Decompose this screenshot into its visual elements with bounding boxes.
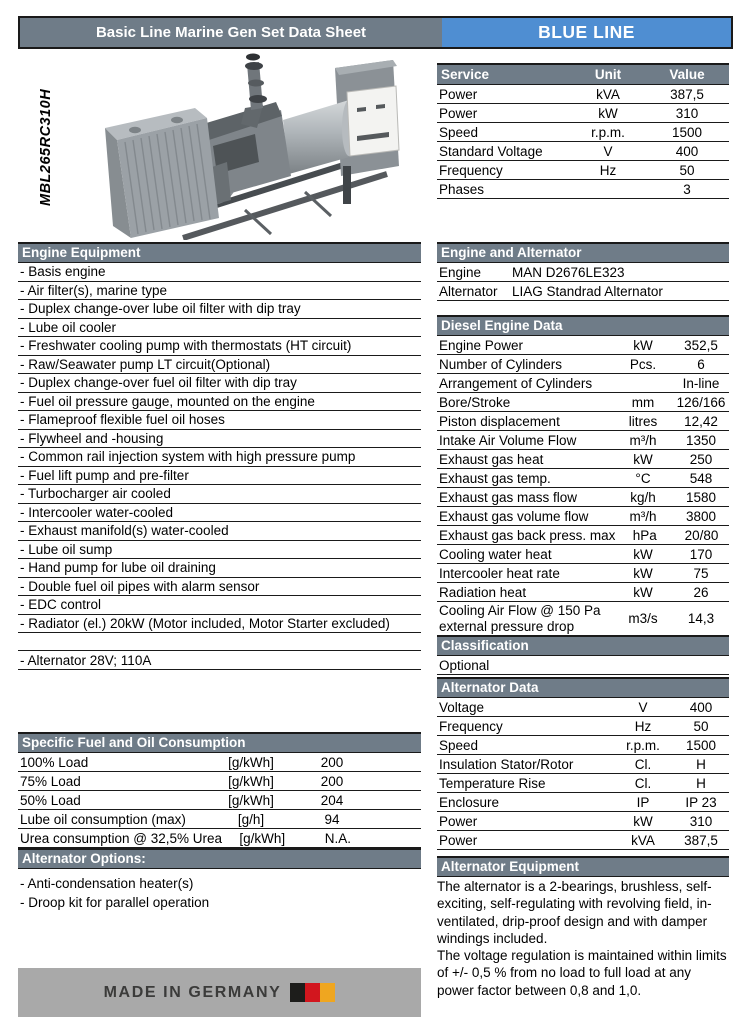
row-unit: Hz — [599, 162, 617, 178]
col-header-service: Service — [441, 67, 490, 82]
table-row — [437, 161, 729, 180]
frame-leg — [343, 166, 351, 204]
row-value: 250 — [689, 451, 713, 467]
row-value: 1500 — [685, 737, 717, 753]
row-label: 50% Load — [20, 792, 81, 808]
item-text: - Hand pump for lube oil draining — [20, 560, 216, 576]
row-value: 50 — [693, 718, 709, 734]
row-value: 14,3 — [687, 611, 715, 626]
list-item — [18, 485, 421, 504]
row-label: Speed — [439, 124, 479, 140]
row-unit: kVA — [631, 832, 655, 848]
row-unit: °C — [635, 470, 651, 486]
row-value: 170 — [689, 546, 713, 562]
row-unit: Hz — [634, 718, 652, 734]
fuel-consumption-section — [18, 732, 421, 912]
row-unit: Cl. — [634, 775, 652, 791]
row-unit: V — [638, 699, 648, 715]
table-row — [437, 123, 729, 142]
row-unit: [g/kWh] — [228, 754, 274, 770]
row-unit: [g/kWh] — [228, 792, 274, 808]
table-row — [18, 772, 421, 791]
exhaust-flange — [248, 80, 264, 87]
table-row — [437, 755, 729, 774]
row-label: Exhaust gas back press. max — [439, 527, 616, 543]
table-row — [437, 393, 729, 412]
flag-red-stripe — [305, 983, 320, 1002]
row-value: 352,5 — [684, 337, 718, 353]
row-value: LIAG Standrad Alternator — [512, 283, 663, 299]
row-label: Intercooler heat rate — [439, 565, 560, 581]
row-value: 548 — [689, 470, 713, 486]
row-value: 6 — [697, 356, 705, 372]
row-label: Enclosure — [439, 794, 500, 810]
row-unit: mm — [631, 394, 655, 410]
table-row — [437, 412, 729, 431]
list-item — [18, 650, 421, 670]
row-value: 1580 — [685, 489, 717, 505]
service-table — [437, 63, 729, 199]
paragraph: The voltage regulation is maintained within limits of +/- 0,5 % from no load to full load at any power factor between 0,8 and 1,0. — [437, 948, 727, 998]
list-item — [18, 522, 421, 541]
table-row — [437, 104, 729, 123]
table-row — [437, 656, 729, 675]
table-row — [18, 791, 421, 810]
table-row — [437, 374, 729, 393]
row-value: 3800 — [685, 508, 717, 524]
table-row — [437, 831, 729, 850]
table-row — [437, 583, 729, 602]
table-row — [437, 355, 729, 374]
list-item — [18, 337, 421, 356]
row-label: Power — [439, 813, 478, 829]
row-label: Insulation Stator/Rotor — [439, 756, 574, 772]
engine-equipment-section — [18, 242, 421, 670]
row-value: 3 — [683, 181, 691, 197]
row-value: 387,5 — [684, 832, 718, 848]
exhaust-flange — [245, 62, 263, 70]
row-label: Intake Air Volume Flow — [439, 432, 577, 448]
title-bar — [18, 16, 733, 49]
table-row — [437, 336, 729, 355]
row-unit: litres — [628, 413, 658, 429]
row-value: H — [696, 756, 706, 772]
item-text: - Duplex change-over lube oil filter with dip tray — [20, 301, 301, 317]
row-value: 400 — [675, 143, 699, 159]
section-title: Diesel Engine Data — [437, 315, 729, 336]
item-text: - Fuel oil pressure gauge, mounted on the engine — [20, 393, 315, 409]
row-value: 126/166 — [676, 394, 726, 410]
row-label: Power — [439, 86, 478, 102]
row-label: Temperature Rise — [439, 775, 546, 791]
table-row — [437, 469, 729, 488]
row-label: Frequency — [439, 718, 503, 734]
list-item — [18, 596, 421, 615]
list-item — [18, 615, 421, 634]
row-label: 100% Load — [20, 754, 89, 770]
table-row — [437, 602, 729, 635]
alternator-data-section — [437, 677, 729, 850]
item-text: - Flywheel and -housing — [20, 430, 164, 446]
row-label: Engine — [439, 264, 482, 280]
flag-gold-stripe — [320, 983, 335, 1002]
row-unit: kg/h — [630, 489, 656, 505]
control-box — [347, 86, 399, 156]
list-item — [18, 448, 421, 467]
table-row — [437, 698, 729, 717]
table-row — [437, 736, 729, 755]
item-text: - Flameproof flexible fuel oil hoses — [20, 412, 225, 428]
section-title: Alternator Data — [437, 677, 729, 698]
row-unit: kW — [633, 337, 653, 353]
row-label: Phases — [439, 181, 485, 197]
table-row — [437, 488, 729, 507]
row-value: 75 — [693, 565, 709, 581]
flag-black-stripe — [290, 983, 305, 1002]
alternator-equipment-text — [437, 877, 729, 999]
row-label: Exhaust gas volume flow — [439, 508, 589, 524]
row-label: Exhaust gas heat — [439, 451, 544, 467]
row-unit: m³/h — [629, 508, 657, 524]
row-value: In-line — [682, 375, 720, 391]
list-item — [18, 319, 421, 338]
item-text: - Air filter(s), marine type — [20, 282, 168, 298]
table-row — [437, 774, 729, 793]
row-label: Frequency — [439, 162, 503, 178]
table-row — [437, 545, 729, 564]
row-label: Lube oil consumption (max) — [20, 811, 186, 827]
table-row — [18, 753, 421, 772]
item-text: - Radiator (el.) 20kW (Motor included, Motor Starter excluded) — [20, 615, 390, 631]
list-item — [18, 504, 421, 523]
row-unit: V — [603, 143, 613, 159]
radiator-filler-cap — [129, 127, 141, 133]
item-text: - Turbocharger air cooled — [20, 486, 171, 502]
table-row — [437, 282, 729, 301]
section-title: Engine Equipment — [18, 242, 421, 263]
page-title: Basic Line Marine Gen Set Data Sheet — [20, 18, 442, 47]
engine-and-alternator-section — [437, 242, 729, 301]
row-value: 1500 — [671, 124, 703, 140]
list-item — [18, 578, 421, 597]
row-unit: kW — [633, 565, 653, 581]
row-value: 204 — [320, 792, 344, 808]
row-unit: r.p.m. — [626, 737, 660, 753]
model-code-label: MBL265RC310H — [38, 88, 54, 206]
table-row — [18, 829, 421, 848]
table-row — [437, 526, 729, 545]
row-value: N.A. — [324, 830, 352, 846]
row-value: 20/80 — [684, 527, 719, 543]
exhaust-flange — [249, 95, 267, 103]
row-value: 310 — [675, 105, 699, 121]
row-label: Exhaust gas mass flow — [439, 489, 578, 505]
row-value: 387,5 — [670, 86, 704, 102]
diesel-engine-data-section — [437, 315, 729, 675]
genset-illustration — [95, 50, 425, 240]
list-item: - Anti-condensation heater(s) — [20, 876, 194, 891]
service-table-header — [437, 63, 729, 85]
row-unit: IP — [636, 794, 650, 810]
row-label: 75% Load — [20, 773, 81, 789]
table-row — [437, 180, 729, 199]
row-label: Alternator — [439, 283, 498, 299]
section-title: Engine and Alternator — [437, 242, 729, 263]
row-label: Cooling Air Flow @ 150 Pa external pressure drop — [439, 603, 601, 634]
item-text: - Freshwater cooling pump with thermostats (HT circuit) — [20, 338, 352, 354]
list-item — [18, 282, 421, 301]
row-unit: hPa — [632, 527, 657, 543]
row-unit: [g/h] — [237, 811, 265, 827]
row-label: Power — [439, 832, 478, 848]
table-row — [437, 812, 729, 831]
row-label: Piston displacement — [439, 413, 560, 429]
row-label: Cooling water heat — [439, 546, 552, 562]
list-item — [18, 374, 421, 393]
item-text: - Lube oil cooler — [20, 319, 117, 335]
row-label: Bore/Stroke — [439, 394, 511, 410]
item-text: - Exhaust manifold(s) water-cooled — [20, 523, 229, 539]
row-label: Radiation heat — [439, 584, 527, 600]
list-item — [18, 263, 421, 282]
row-value: 310 — [689, 813, 713, 829]
row-value: MAN D2676LE323 — [512, 264, 625, 280]
row-value: 94 — [324, 811, 340, 827]
list-gap — [18, 633, 421, 650]
section-title: Alternator Equipment — [437, 856, 729, 877]
item-text: - Raw/Seawater pump LT circuit(Optional) — [20, 356, 271, 372]
row-label: Urea consumption @ 32,5% Urea — [20, 830, 223, 846]
table-row — [437, 431, 729, 450]
col-header-value: Value — [669, 67, 705, 82]
row-unit: kW — [633, 813, 653, 829]
row-unit: m³/h — [629, 432, 657, 448]
row-label: Exhaust gas temp. — [439, 470, 551, 486]
table-row — [437, 507, 729, 526]
col-header-unit: Unit — [594, 67, 622, 82]
row-label: Power — [439, 105, 478, 121]
list-item — [18, 411, 421, 430]
row-value: 200 — [320, 773, 344, 789]
row-unit: kW — [598, 105, 618, 121]
exhaust-cap — [246, 54, 260, 61]
list-item — [18, 541, 421, 560]
item-text: - EDC control — [20, 597, 102, 613]
list-item — [18, 300, 421, 319]
row-label: Standard Voltage — [439, 143, 543, 159]
row-value: H — [696, 775, 706, 791]
table-row — [437, 793, 729, 812]
row-unit: kW — [633, 584, 653, 600]
row-value: Optional — [439, 657, 490, 673]
row-value: 50 — [679, 162, 695, 178]
row-label: Number of Cylinders — [439, 356, 563, 372]
row-label: Speed — [439, 737, 479, 753]
row-unit: kW — [633, 546, 653, 562]
row-value: IP 23 — [685, 794, 717, 810]
german-flag-icon — [290, 983, 335, 1002]
table-row — [18, 810, 421, 829]
table-row — [437, 85, 729, 104]
list-item — [18, 356, 421, 375]
brand-label: BLUE LINE — [442, 18, 731, 47]
row-unit: r.p.m. — [591, 124, 625, 140]
row-label: Voltage — [439, 699, 485, 715]
row-unit: Cl. — [634, 756, 652, 772]
alternator-options-list — [18, 869, 421, 912]
list-item: - Droop kit for parallel operation — [20, 895, 210, 910]
row-value: 400 — [689, 699, 713, 715]
item-text: - Basis engine — [20, 264, 106, 280]
section-title: Classification — [437, 635, 729, 656]
table-row — [437, 142, 729, 161]
section-title: Alternator Options: — [18, 848, 421, 869]
radiator-filler-cap — [171, 117, 183, 123]
list-item — [18, 430, 421, 449]
table-row — [437, 263, 729, 282]
row-unit: [g/kWh] — [228, 773, 274, 789]
table-row — [437, 717, 729, 736]
alternator-equipment-section — [437, 856, 729, 999]
row-value: 200 — [320, 754, 344, 770]
item-text: - Common rail injection system with high pressure pump — [20, 449, 356, 465]
row-unit: Pcs. — [629, 356, 657, 372]
row-label: Arrangement of Cylinders — [439, 375, 593, 391]
paragraph: The alternator is a 2-bearings, brushless, self-exciting, self-regulating with revolving field, in-ventilated, drip-proof design and with damper windings included. — [437, 879, 712, 946]
row-unit: m3/s — [628, 611, 658, 626]
row-value: 26 — [693, 584, 709, 600]
made-in-germany-banner — [18, 968, 421, 1017]
row-unit: [g/kWh] — [239, 830, 286, 846]
list-item — [18, 467, 421, 486]
row-value: 12,42 — [684, 413, 718, 429]
item-text: - Fuel lift pump and pre-filter — [20, 467, 189, 483]
row-unit: kW — [633, 451, 653, 467]
table-row — [437, 450, 729, 469]
list-item — [18, 393, 421, 412]
item-text: - Duplex change-over fuel oil filter with dip tray — [20, 375, 297, 391]
table-row — [437, 564, 729, 583]
row-label: Engine Power — [439, 337, 524, 353]
item-text: - Lube oil sump — [20, 541, 113, 557]
item-text: - Alternator 28V; 110A — [20, 652, 152, 668]
item-text: - Intercooler water-cooled — [20, 504, 174, 520]
made-in-germany-label: MADE IN GERMANY — [103, 983, 282, 1001]
row-unit: kVA — [596, 86, 620, 102]
section-title: Specific Fuel and Oil Consumption — [18, 732, 421, 753]
item-text: - Double fuel oil pipes with alarm sensor — [20, 578, 260, 594]
row-value: 1350 — [685, 432, 717, 448]
list-item — [18, 559, 421, 578]
